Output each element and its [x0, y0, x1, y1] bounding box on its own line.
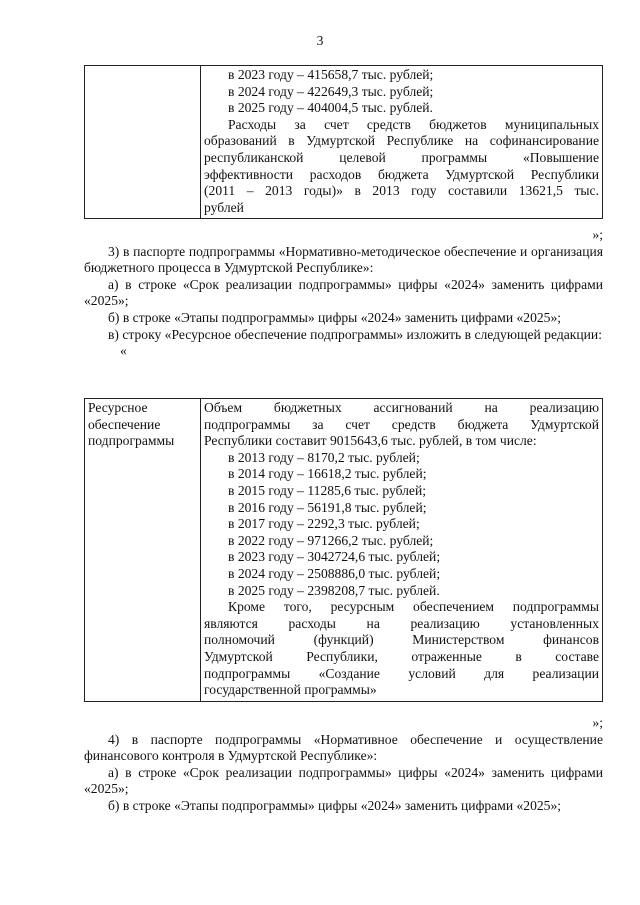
year-line: в 2015 году – 11285,6 тыс. рублей; — [228, 482, 427, 498]
year-line: в 2025 году – 404004,5 тыс. рублей. — [228, 100, 433, 116]
opening-quote: « — [120, 343, 127, 359]
item4-b: б) в строке «Этапы подпрограммы» цифры «2024» заменить цифрами «2025»; — [108, 797, 562, 813]
item3-v: в) строку «Ресурсное обеспечение подпрограммы» изложить в следующей редакции: — [108, 326, 602, 342]
extra-text-line: подпрограммы «Создание условий для реализации — [204, 665, 599, 681]
expense-text-line: Расходы за счет средств бюджетов муниципальных — [228, 116, 599, 132]
year-line: в 2023 году – 415658,7 тыс. рублей; — [228, 67, 434, 82]
expense-text-line: рублей — [204, 199, 244, 215]
resource-label-cell — [85, 399, 201, 702]
volume-text-line: Республики составит 9015643,6 тыс. рублей, в том числе: — [204, 433, 537, 449]
page-number: 3 — [316, 33, 324, 48]
expense-text-line: республиканской целевой программы «Повышение — [204, 149, 599, 165]
label-line: Ресурсное — [88, 400, 148, 415]
extra-text-line: являются расходы на реализацию установленных — [204, 615, 599, 631]
item4-intro: 4) в паспорте подпрограммы «Нормативное обеспечение и осуществление финансового контроля в Удмуртской Республике»: — [84, 731, 603, 764]
year-line: в 2014 году – 16618,2 тыс. рублей; — [228, 466, 427, 482]
item3-intro: 3) в паспорте подпрограммы «Нормативно-методическое обеспечение и организация бюджетного процесса в Удмуртской Республике»: — [84, 243, 603, 276]
label-line: подпрограммы — [88, 433, 175, 449]
year-line: в 2016 году – 56191,8 тыс. рублей; — [228, 499, 427, 515]
extra-text-line: Удмуртской Республики, отраженные в составе — [204, 648, 599, 664]
funding-table-continued — [84, 65, 603, 219]
item3-section — [84, 227, 603, 360]
closing-quote: »; — [592, 715, 603, 730]
year-line: в 2022 году – 971266,2 тыс. рублей; — [228, 532, 434, 548]
extra-text-line: государственной программы» — [204, 682, 377, 698]
year-line: в 2025 году – 2398208,7 тыс. рублей. — [228, 582, 440, 598]
closing-quote: »; — [592, 227, 603, 242]
expense-text-line: эффективности расходов бюджета Удмуртской Республики — [204, 166, 599, 182]
expense-text-line: образований в Удмуртской Республике на софинансирование — [204, 133, 599, 149]
resource-table — [84, 398, 603, 702]
year-line: в 2023 году – 3042724,6 тыс. рублей; — [228, 549, 441, 565]
label-line: обеспечение — [88, 416, 161, 432]
year-line: в 2017 году – 2292,3 тыс. рублей; — [228, 516, 420, 532]
resource-content-cell — [201, 399, 603, 702]
item4-section — [84, 715, 603, 815]
item3-b: б) в строке «Этапы подпрограммы» цифры «2024» заменить цифрами «2025»; — [108, 309, 562, 325]
table1-empty-label-cell — [85, 66, 201, 219]
year-line: в 2024 году – 422649,3 тыс. рублей; — [228, 83, 434, 99]
extra-text-line: полномочий (функций) Министерством финансов — [204, 632, 599, 648]
expense-text-line: (2011 – 2013 годы)» в 2013 году составили 13621,5 тыс. — [204, 183, 599, 199]
extra-text-line: Кроме того, ресурсным обеспечением подпрограммы — [228, 599, 599, 615]
table1-content-cell — [201, 66, 603, 219]
item4-a: а) в строке «Срок реализации подпрограммы» цифры «2024» заменить цифрами «2025»; — [84, 764, 603, 797]
volume-text-line: подпрограммы за счет средств бюджета Удмуртской — [204, 416, 599, 432]
year-line: в 2013 году – 8170,2 тыс. рублей; — [228, 449, 420, 465]
item3-a: а) в строке «Срок реализации подпрограммы» цифры «2024» заменить цифрами «2025»; — [84, 276, 603, 309]
volume-text-line: Объем бюджетных ассигнований на реализацию — [204, 400, 599, 415]
year-line: в 2024 году – 2508886,0 тыс. рублей; — [228, 565, 441, 581]
